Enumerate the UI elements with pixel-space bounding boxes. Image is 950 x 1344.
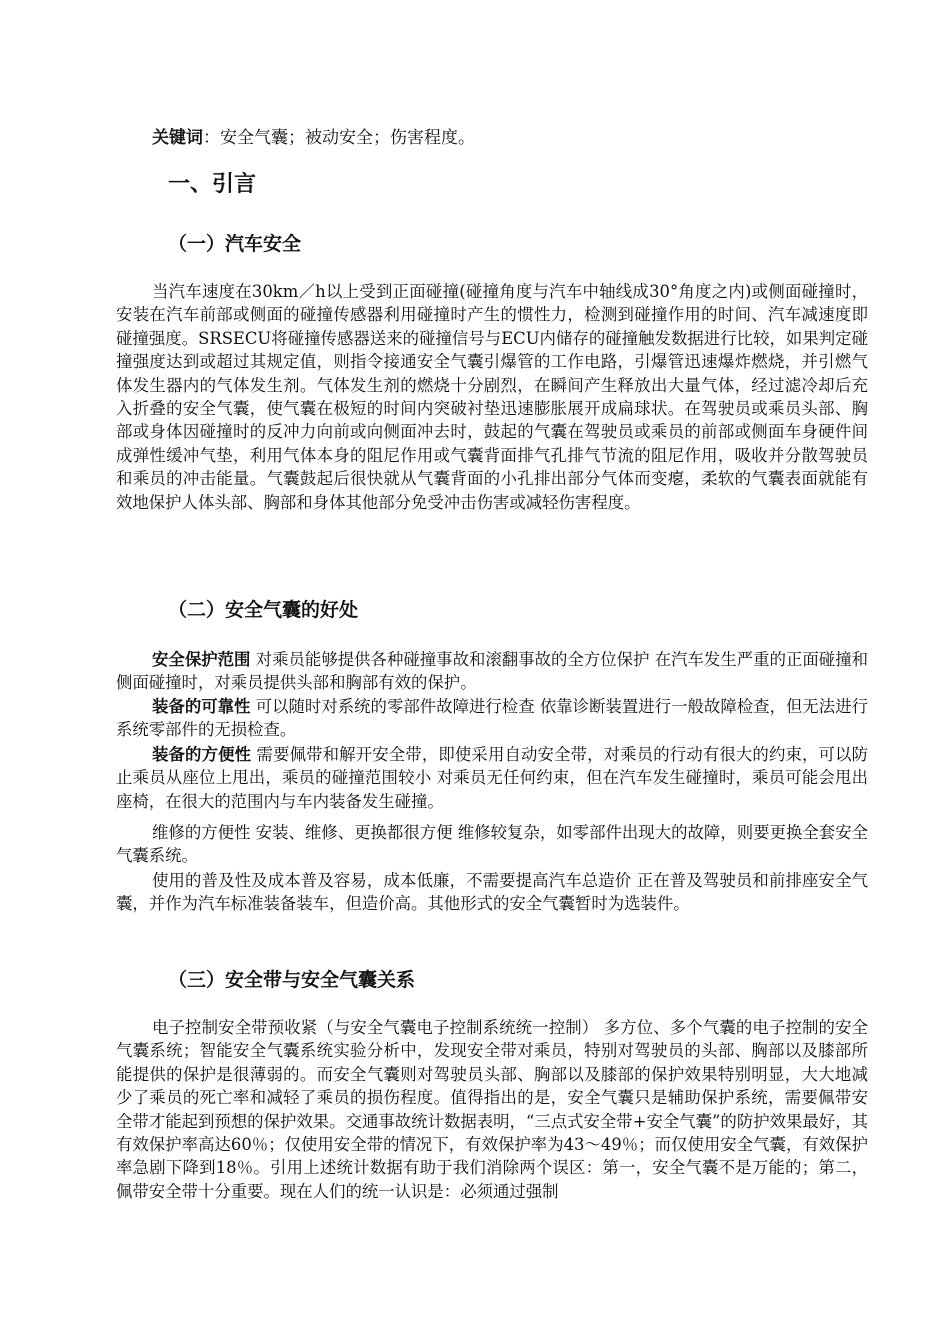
benefit-item-popularity-cost	[116, 869, 868, 916]
benefit-text: 使用的普及性及成本普及容易，成本低廉，不需要提高汽车总造价 正在普及驾驶员和前排座安全气囊，并作为汽车标准装备装车，但造价高。其他形式的安全气囊暂时为选装件。	[116, 871, 868, 914]
subsection-heading-seatbelt-airbag: （三）安全带与安全气囊关系	[168, 969, 416, 991]
benefit-item-maintenance	[116, 821, 868, 868]
keywords-text: ：安全气囊；被动安全；伤害程度。	[203, 128, 475, 148]
benefit-text: 可以随时对系统的零部件故障进行检查 依靠诊断装置进行一般故障检查，但无法进行系统零部件的无损检查。	[116, 697, 868, 740]
paragraph-seatbelt-airbag: 电子控制安全带预收紧（与安全气囊电子控制系统统一控制） 多方位、多个气囊的电子控制的安全气囊系统；智能安全气囊系统实验分析中，发现安全带对乘员，特别对驾驶员的头部、胸部以及膝部所能提供的保护是很薄弱的。而安全气囊则对驾驶员头部、胸部以及膝部的保护效果特别明显，大大地减少了乘员的死亡率和减轻了乘员的损伤程度。值得指出的是，安全气囊只是辅助保护系统，需要佩带安全带才能起到预想的保护效果。交通事故统计数据表明，“三点式安全带+安全气囊”的防护效果最好，其有效保护率高达60％；仅使用安全带的情况下，有效保护率为43～49％；而仅使用安全气囊，有效保护率急剧下降到18％。引用上述统计数据有助于我们消除两个误区：第一，安全气囊不是万能的；第二，佩带安全带十分重要。现在人们的统一认识是：必须通过强制	[116, 1018, 868, 1201]
benefit-text: 需要佩带和解开安全带，即使采用自动安全带，对乘员的行动有很大的约束，可以防止乘员从座位上甩出，乘员的碰撞范围较小 对乘员无任何约束，但在汽车发生碰撞时，乘员可能会甩出座椅，在很大的范围内与车内装备发生碰撞。	[116, 745, 868, 811]
subsection-heading-airbag-benefits: （二）安全气囊的好处	[168, 599, 359, 621]
section-heading-introduction: 一、引言	[168, 172, 257, 197]
benefit-term: 安全保护范围	[152, 650, 251, 669]
benefit-text: 对乘员能够提供各种碰撞事故和滚翻事故的全方位保护 在汽车发生严重的正面碰撞和侧面碰撞时，对乘员提供头部和胸部有效的保护。	[116, 650, 868, 693]
benefit-item-convenience	[116, 743, 868, 813]
subsection-heading-car-safety: （一）汽车安全	[168, 233, 302, 255]
benefit-term: 装备的可靠性	[152, 697, 251, 716]
paragraph-car-safety: 当汽车速度在30km／h以上受到正面碰撞(碰撞角度与汽车中轴线成30°角度之内)或侧面碰撞时，安装在汽车前部或侧面的碰撞传感器利用碰撞时产生的惯性力，检测到碰撞作用的时间、汽车减速度即碰撞强度。SRSECU将碰撞传感器送来的碰撞信号与ECU内储存的碰撞触发数据进行比较，如果判定碰撞强度达到或超过其规定值，则指令接通安全气囊引爆管的工作电路，引爆管迅速爆炸燃烧，并引燃气体发生器内的气体发生剂。气体发生剂的燃烧十分剧烈，在瞬间产生释放出大量气体，经过滤冷却后充入折叠的安全气囊，使气囊在极短的时间内突破衬垫迅速膨胀展开成扁球状。在驾驶员或乘员头部、胸部或身体因碰撞时的反冲力向前或向侧面冲去时，鼓起的气囊在驾驶员或乘员的前部或侧面车身硬件间成弹性缓冲气垫，利用气体本身的阻尼作用或气囊背面排气孔排气节流的阻尼作用，吸收并分散驾驶员和乘员的冲击能量。气囊鼓起后很快就从气囊背面的小孔排出部分气体而变瘪，柔软的气囊表面就能有效地保护人体头部、胸部和身体其他部分免受冲击伤害或减轻伤害程度。	[116, 282, 868, 512]
benefit-term: 装备的方便性	[152, 745, 252, 764]
benefit-item-reliability	[116, 695, 868, 742]
keywords-line	[152, 125, 872, 151]
benefit-item-protection-range	[116, 648, 868, 695]
benefit-text: 维修的方便性 安装、维修、更换都很方便 维修较复杂，如零部件出现大的故障，则要更换全套安全气囊系统。	[116, 823, 868, 866]
keywords-label: 关键词	[152, 128, 203, 148]
